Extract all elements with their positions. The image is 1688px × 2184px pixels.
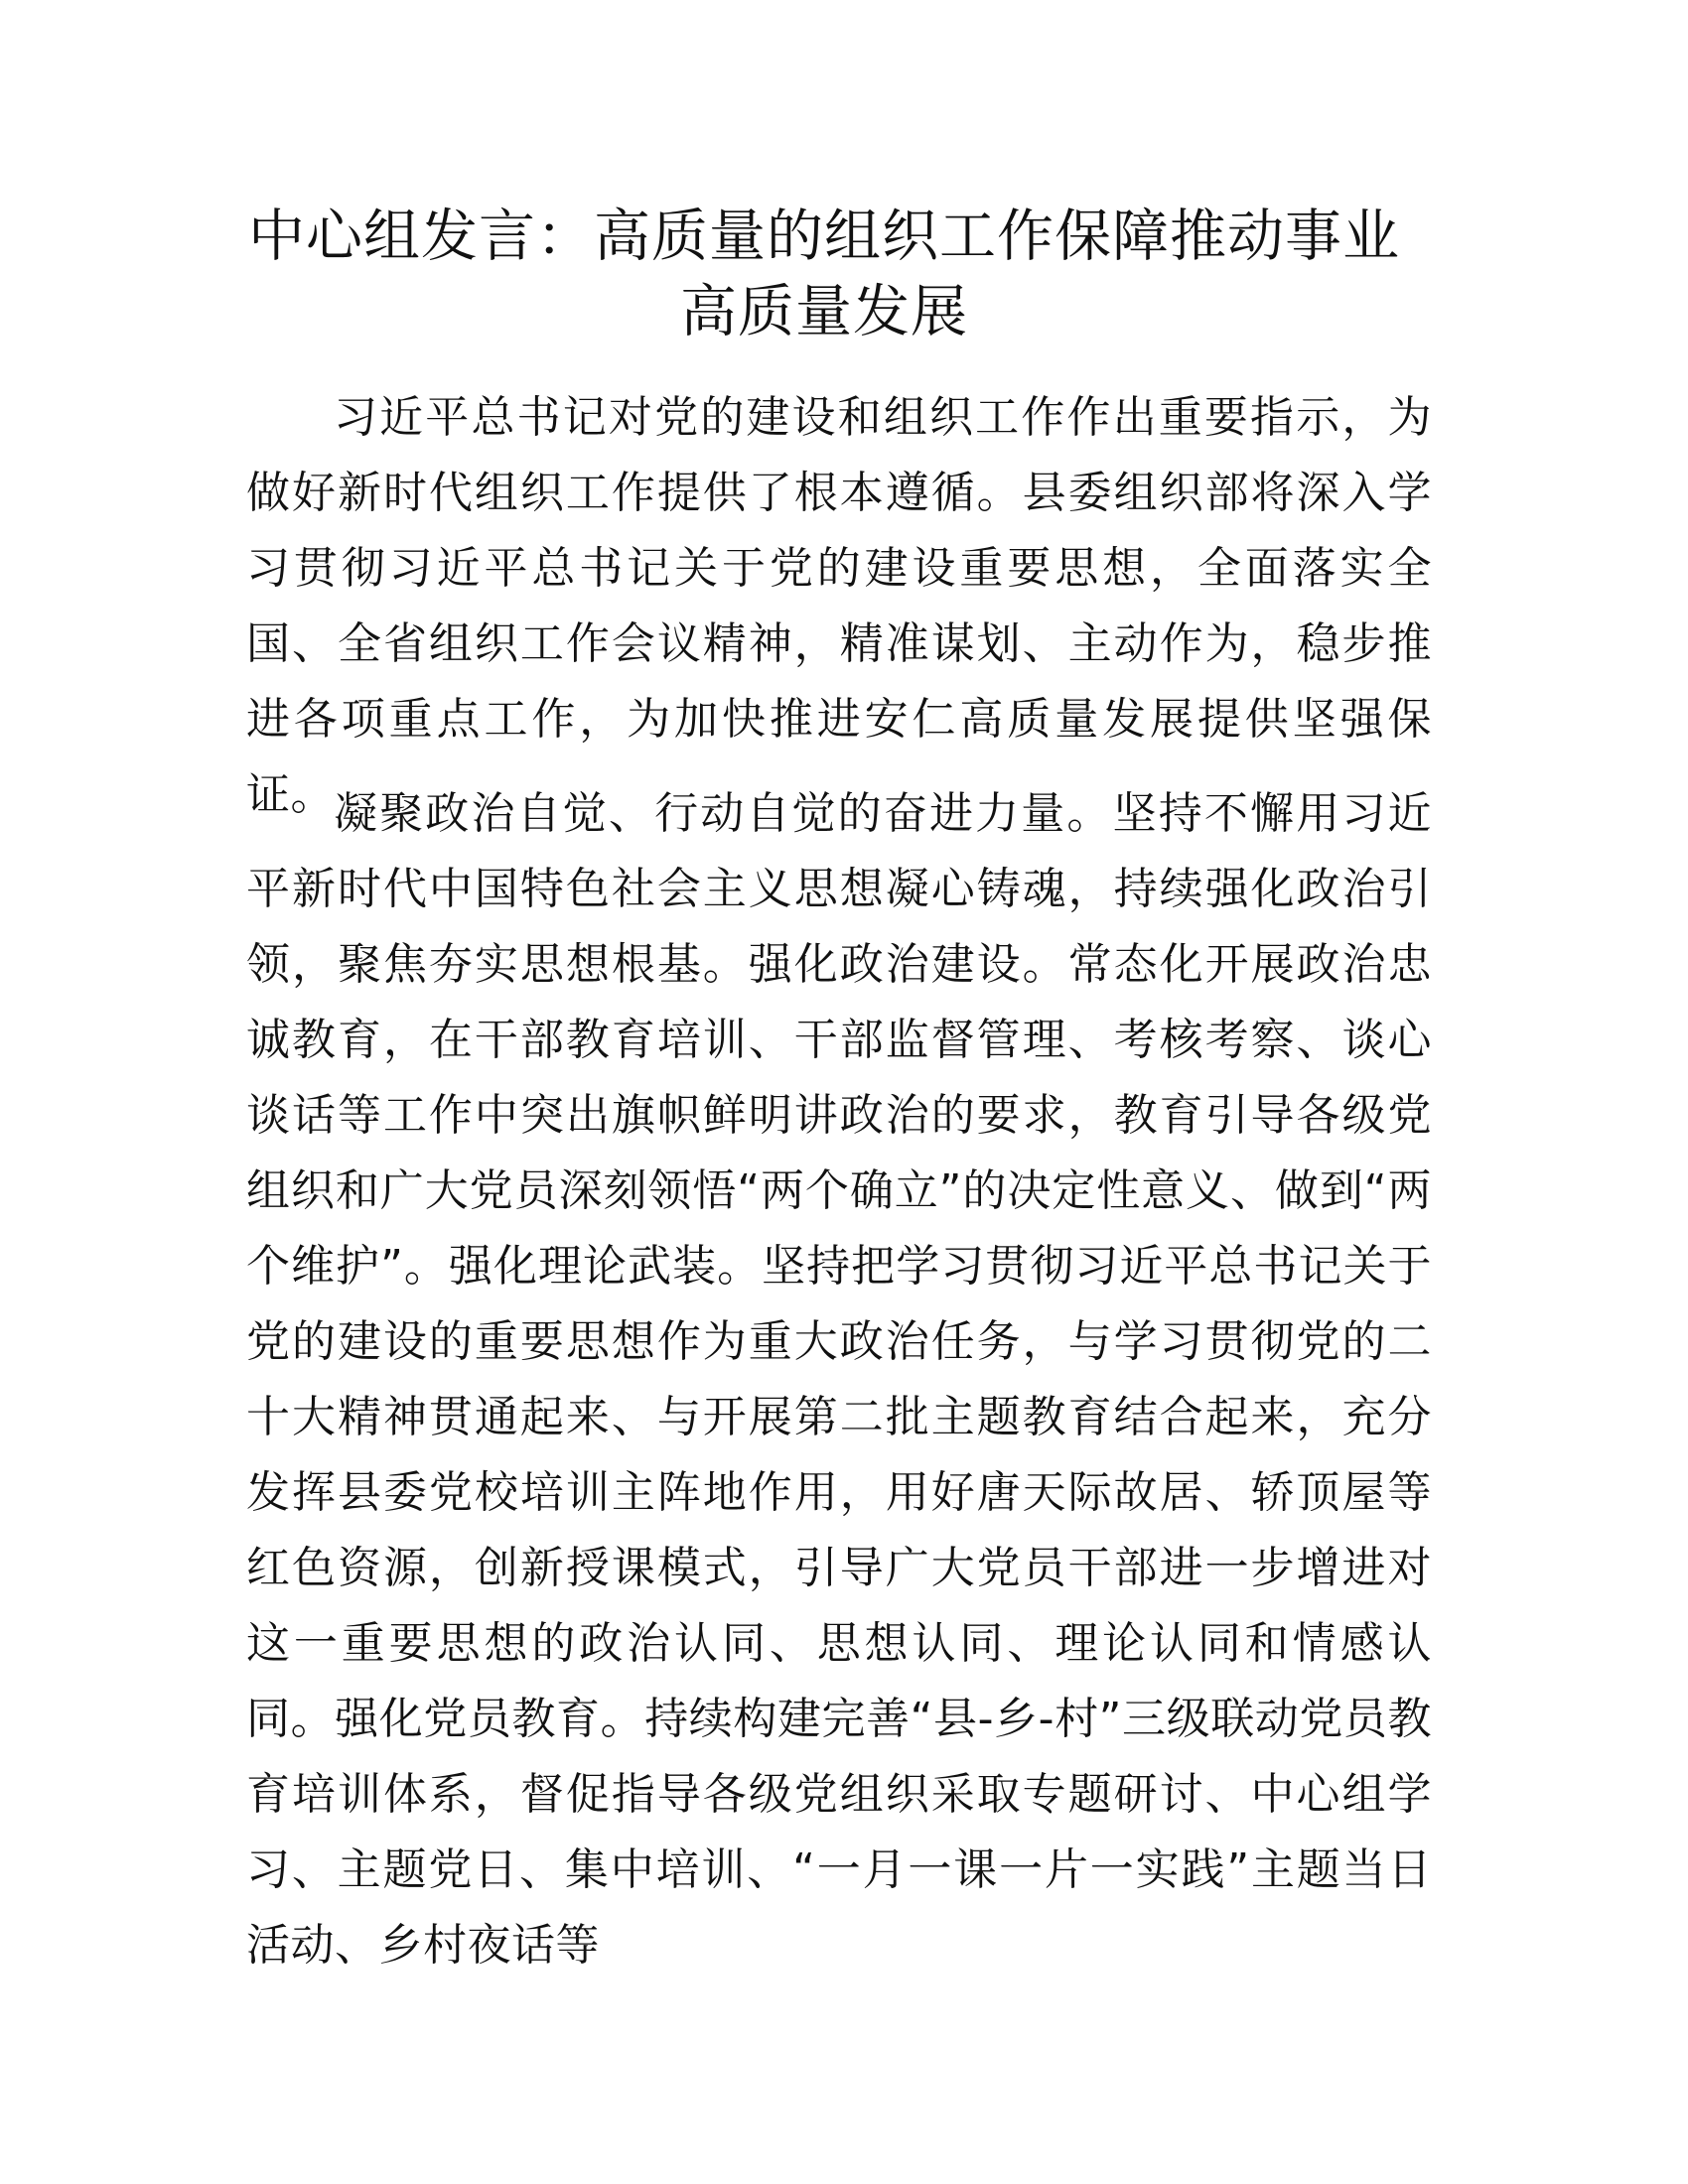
paragraph-intro: 习近平总书记对党的建设和组织工作作出重要指示，为做好新时代组织工作提供了根本遵循。县委组织部将深入学习贯彻习近平总书记关于党的建设重要思想，全面落实全国、全省组织工作会议精神，精准谋划、主动作为，稳步推进各项重点工作，为加快推进安仁高质量发展提供坚强保证。 <box>246 392 1432 820</box>
title-line-1: 中心组发言：高质量的组织工作保障推动事业 <box>248 204 1400 269</box>
document-title <box>228 199 1420 349</box>
paragraph-political-awareness: 凝聚政治自觉、行动自觉的奋进力量。坚持不懈用习近平新时代中国特色社会主义思想凝心铸魂，持续强化政治引领，聚焦夯实思想根基。强化政治建设。常态化开展政治忠诚教育，在干部教育培训、干部监督管理、考核考察、谈心谈话等工作中突出旗帜鲜明讲政治的要求，教育引导各级党组织和广大党员深刻领悟“两个确立”的决定性意义、做到“两个维护”。强化理论武装。坚持把学习贯彻习近平总书记关于党的建设的重要思想作为重大政治任务，与学习贯彻党的二十大精神贯通起来、与开展第二批主题教育结合起来，充分发挥县委党校培训主阵地作用，用好唐天际故居、轿顶屋等红色资源，创新授课模式，引导广大党员干部进一步增进对这一重要思想的政治认同、思想认同、理论认同和情感认同。强化党员教育。持续构建完善“县-乡-村”三级联动党员教育培训体系，督促指导各级党组织采取专题研讨、中心组学习、主题党日、集中培训、“一月一课一片一实践”主题当日活动、乡村夜话等 <box>246 788 1432 1971</box>
title-line-2: 高质量发展 <box>680 279 968 344</box>
